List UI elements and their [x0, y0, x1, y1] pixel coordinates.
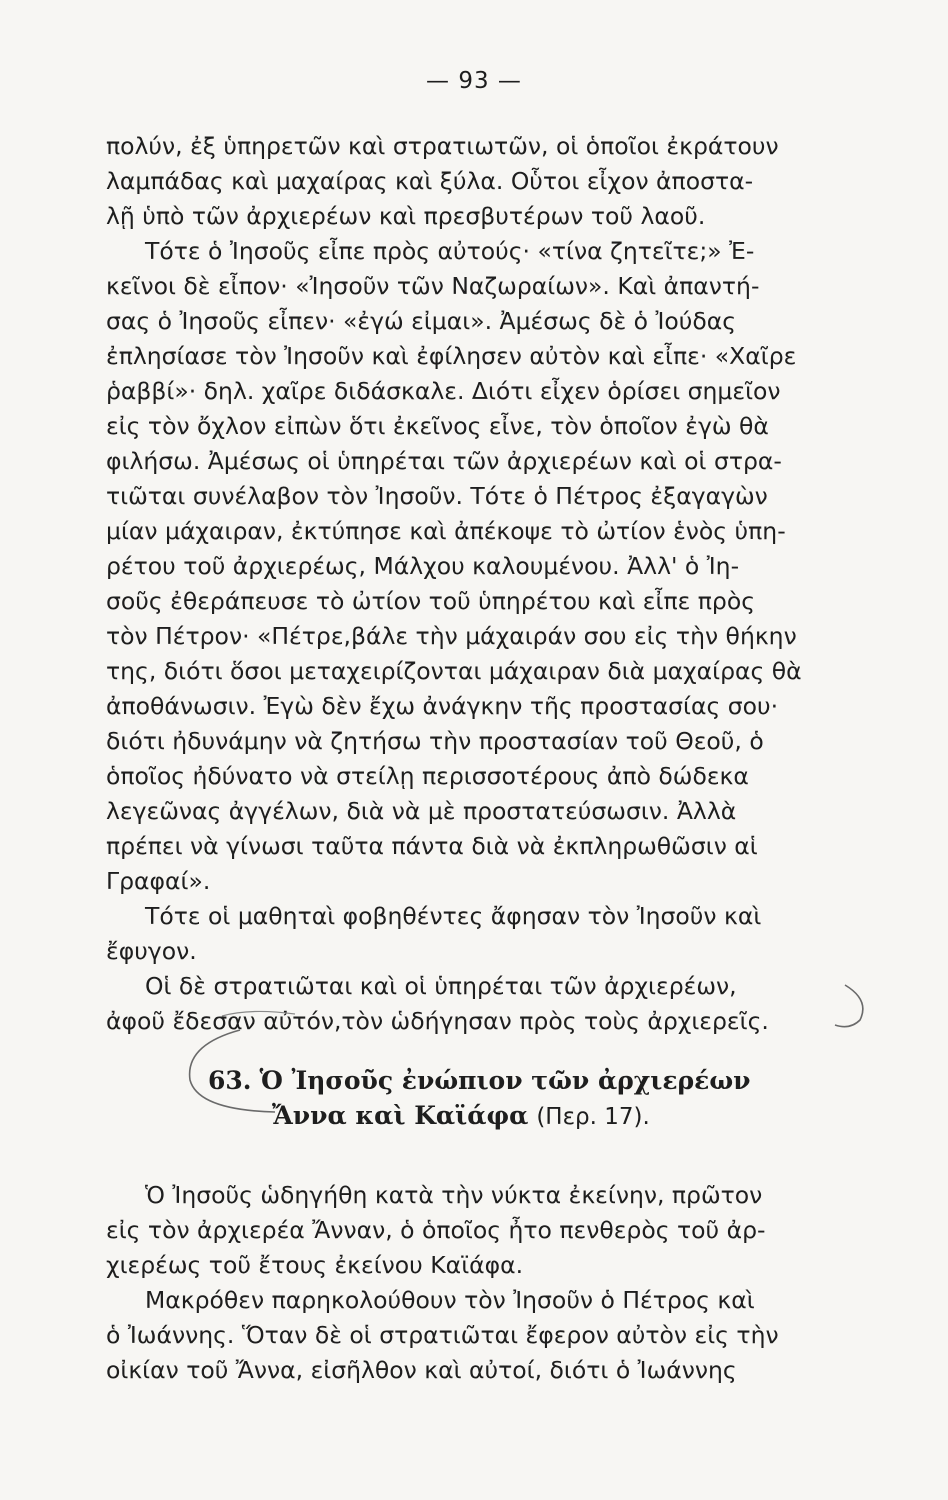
text-line: Τότε ὁ Ἰησοῦς εἶπε πρὸς αὐτούς· «τίνα ζητεῖτε;» Ἐ- [145, 237, 755, 265]
text-line: οἰκίαν τοῦ Ἄννα, εἰσῆλθον καὶ αὐτοί, διότι ὁ Ἰωάννης [106, 1356, 737, 1384]
page-number: — 93 — [426, 68, 522, 94]
text-line: λεγεῶνας ἀγγέλων, διὰ νὰ μὲ προστατεύσωσιν. Ἀλλὰ [106, 797, 737, 825]
text-line: χιερέως τοῦ ἔτους ἐκείνου Καϊάφα. [106, 1251, 524, 1279]
text-line: ὁ Ἰωάννης. Ὅταν δὲ οἱ στρατιῶται ἔφερον αὐτὸν εἰς τὴν [106, 1321, 779, 1349]
text-line: πρέπει νὰ γίνωσι ταῦτα πάντα διὰ νὰ ἐκπληρωθῶσιν αἱ [106, 832, 758, 860]
text-line: ἀφοῦ ἔδεσαν αὐτόν,τὸν ὡδήγησαν πρὸς τοὺς ἀρχιερεῖς. [106, 1007, 769, 1035]
section-reference: (Περ. 17). [536, 1104, 650, 1130]
text-line: ρέτου τοῦ ἀρχιερέως, Μάλχου καλουμένου. Ἀλλ' ὁ Ἰη- [106, 552, 740, 580]
text-line: τὸν Πέτρον· «Πέτρε,βάλε τὴν μάχαιράν σου εἰς τὴν θήκην [106, 622, 797, 650]
text-line: σας ὁ Ἰησοῦς εἶπεν· «ἐγώ εἰμαι». Ἀμέσως δὲ ὁ Ἰούδας [106, 307, 737, 335]
text-line: διότι ἠδυνάμην νὰ ζητήσω τὴν προστασίαν τοῦ Θεοῦ, ὁ [106, 727, 764, 755]
text-line: Οἱ δὲ στρατιῶται καὶ οἱ ὑπηρέται τῶν ἀρχιερέων, [145, 972, 737, 1000]
text-line: Τότε οἱ μαθηταὶ φοβηθέντες ἄφησαν τὸν Ἰησοῦν καὶ [145, 902, 762, 930]
text-line: κεῖνοι δὲ εἶπον· «Ἰησοῦν τῶν Ναζωραίων». Καὶ ἀπαντή- [106, 272, 760, 300]
text-line: ἀποθάνωσιν. Ἐγὼ δὲν ἔχω ἀνάγκην τῆς προστασίας σου· [106, 692, 779, 720]
text-line: της, διότι ὅσοι μεταχειρίζονται μάχαιραν διὰ μαχαίρας θὰ [106, 657, 802, 685]
text-line: Ὁ Ἰησοῦς ὡδηγήθη κατὰ τὴν νύκτα ἐκείνην, πρῶτον [145, 1181, 763, 1209]
section-title-line1: Ὁ Ἰησοῦς ἐνώπιον τῶν ἀρχιερέων [259, 1066, 751, 1095]
text-line: φιλήσω. Ἀμέσως οἱ ὑπηρέται τῶν ἀρχιερέων καὶ οἱ στρα- [106, 447, 782, 475]
section-heading [208, 1064, 751, 1098]
section-number: 63. [208, 1066, 252, 1095]
text-line: μίαν μάχαιραν, ἐκτύπησε καὶ ἀπέκοψε τὸ ὠτίον ἑνὸς ὑπη- [106, 517, 786, 545]
text-line: ὁποῖος ἠδύνατο νὰ στείλῃ περισσοτέρους ἀπὸ δώδεκα [106, 762, 749, 790]
text-line: λῇ ὑπὸ τῶν ἀρχιερέων καὶ πρεσβυτέρων τοῦ λαοῦ. [106, 202, 706, 230]
text-line: ἔφυγον. [106, 937, 197, 965]
pencil-curve-right [835, 985, 863, 1027]
text-line: ἐπλησίασε τὸν Ἰησοῦν καὶ ἐφίλησεν αὐτὸν καὶ εἶπε· «Χαῖρε [106, 342, 797, 370]
section-title-line2: Ἄννα καὶ Καϊάφα [272, 1101, 529, 1130]
text-line: σοῦς ἐθεράπευσε τὸ ὠτίον τοῦ ὑπηρέτου καὶ εἶπε πρὸς [106, 587, 756, 615]
text-line: λαμπάδας καὶ μαχαίρας καὶ ξύλα. Οὗτοι εἶχον ἀποστα- [106, 167, 754, 195]
text-line: εἰς τὸν ἀρχιερέα Ἄνναν, ὁ ὁποῖος ἦτο πενθερὸς τοῦ ἀρ- [106, 1216, 766, 1244]
text-line: Γραφαί». [106, 867, 211, 895]
text-line: Μακρόθεν παρηκολούθουν τὸν Ἰησοῦν ὁ Πέτρος καὶ [145, 1286, 755, 1314]
text-line: εἰς τὸν ὄχλον εἰπὼν ὅτι ἐκεῖνος εἶνε, τὸν ὁποῖον ἐγὼ θὰ [106, 412, 769, 440]
section-heading-line2 [272, 1099, 650, 1134]
text-line: ῥαββί»· δηλ. χαῖρε διδάσκαλε. Διότι εἶχεν ὁρίσει σημεῖον [106, 377, 781, 405]
text-line: πολύν, ἐξ ὑπηρετῶν καὶ στρατιωτῶν, οἱ ὁποῖοι ἐκράτουν [106, 132, 779, 160]
text-line: τιῶται συνέλαβον τὸν Ἰησοῦν. Τότε ὁ Πέτρος ἐξαγαγὼν [106, 482, 768, 510]
